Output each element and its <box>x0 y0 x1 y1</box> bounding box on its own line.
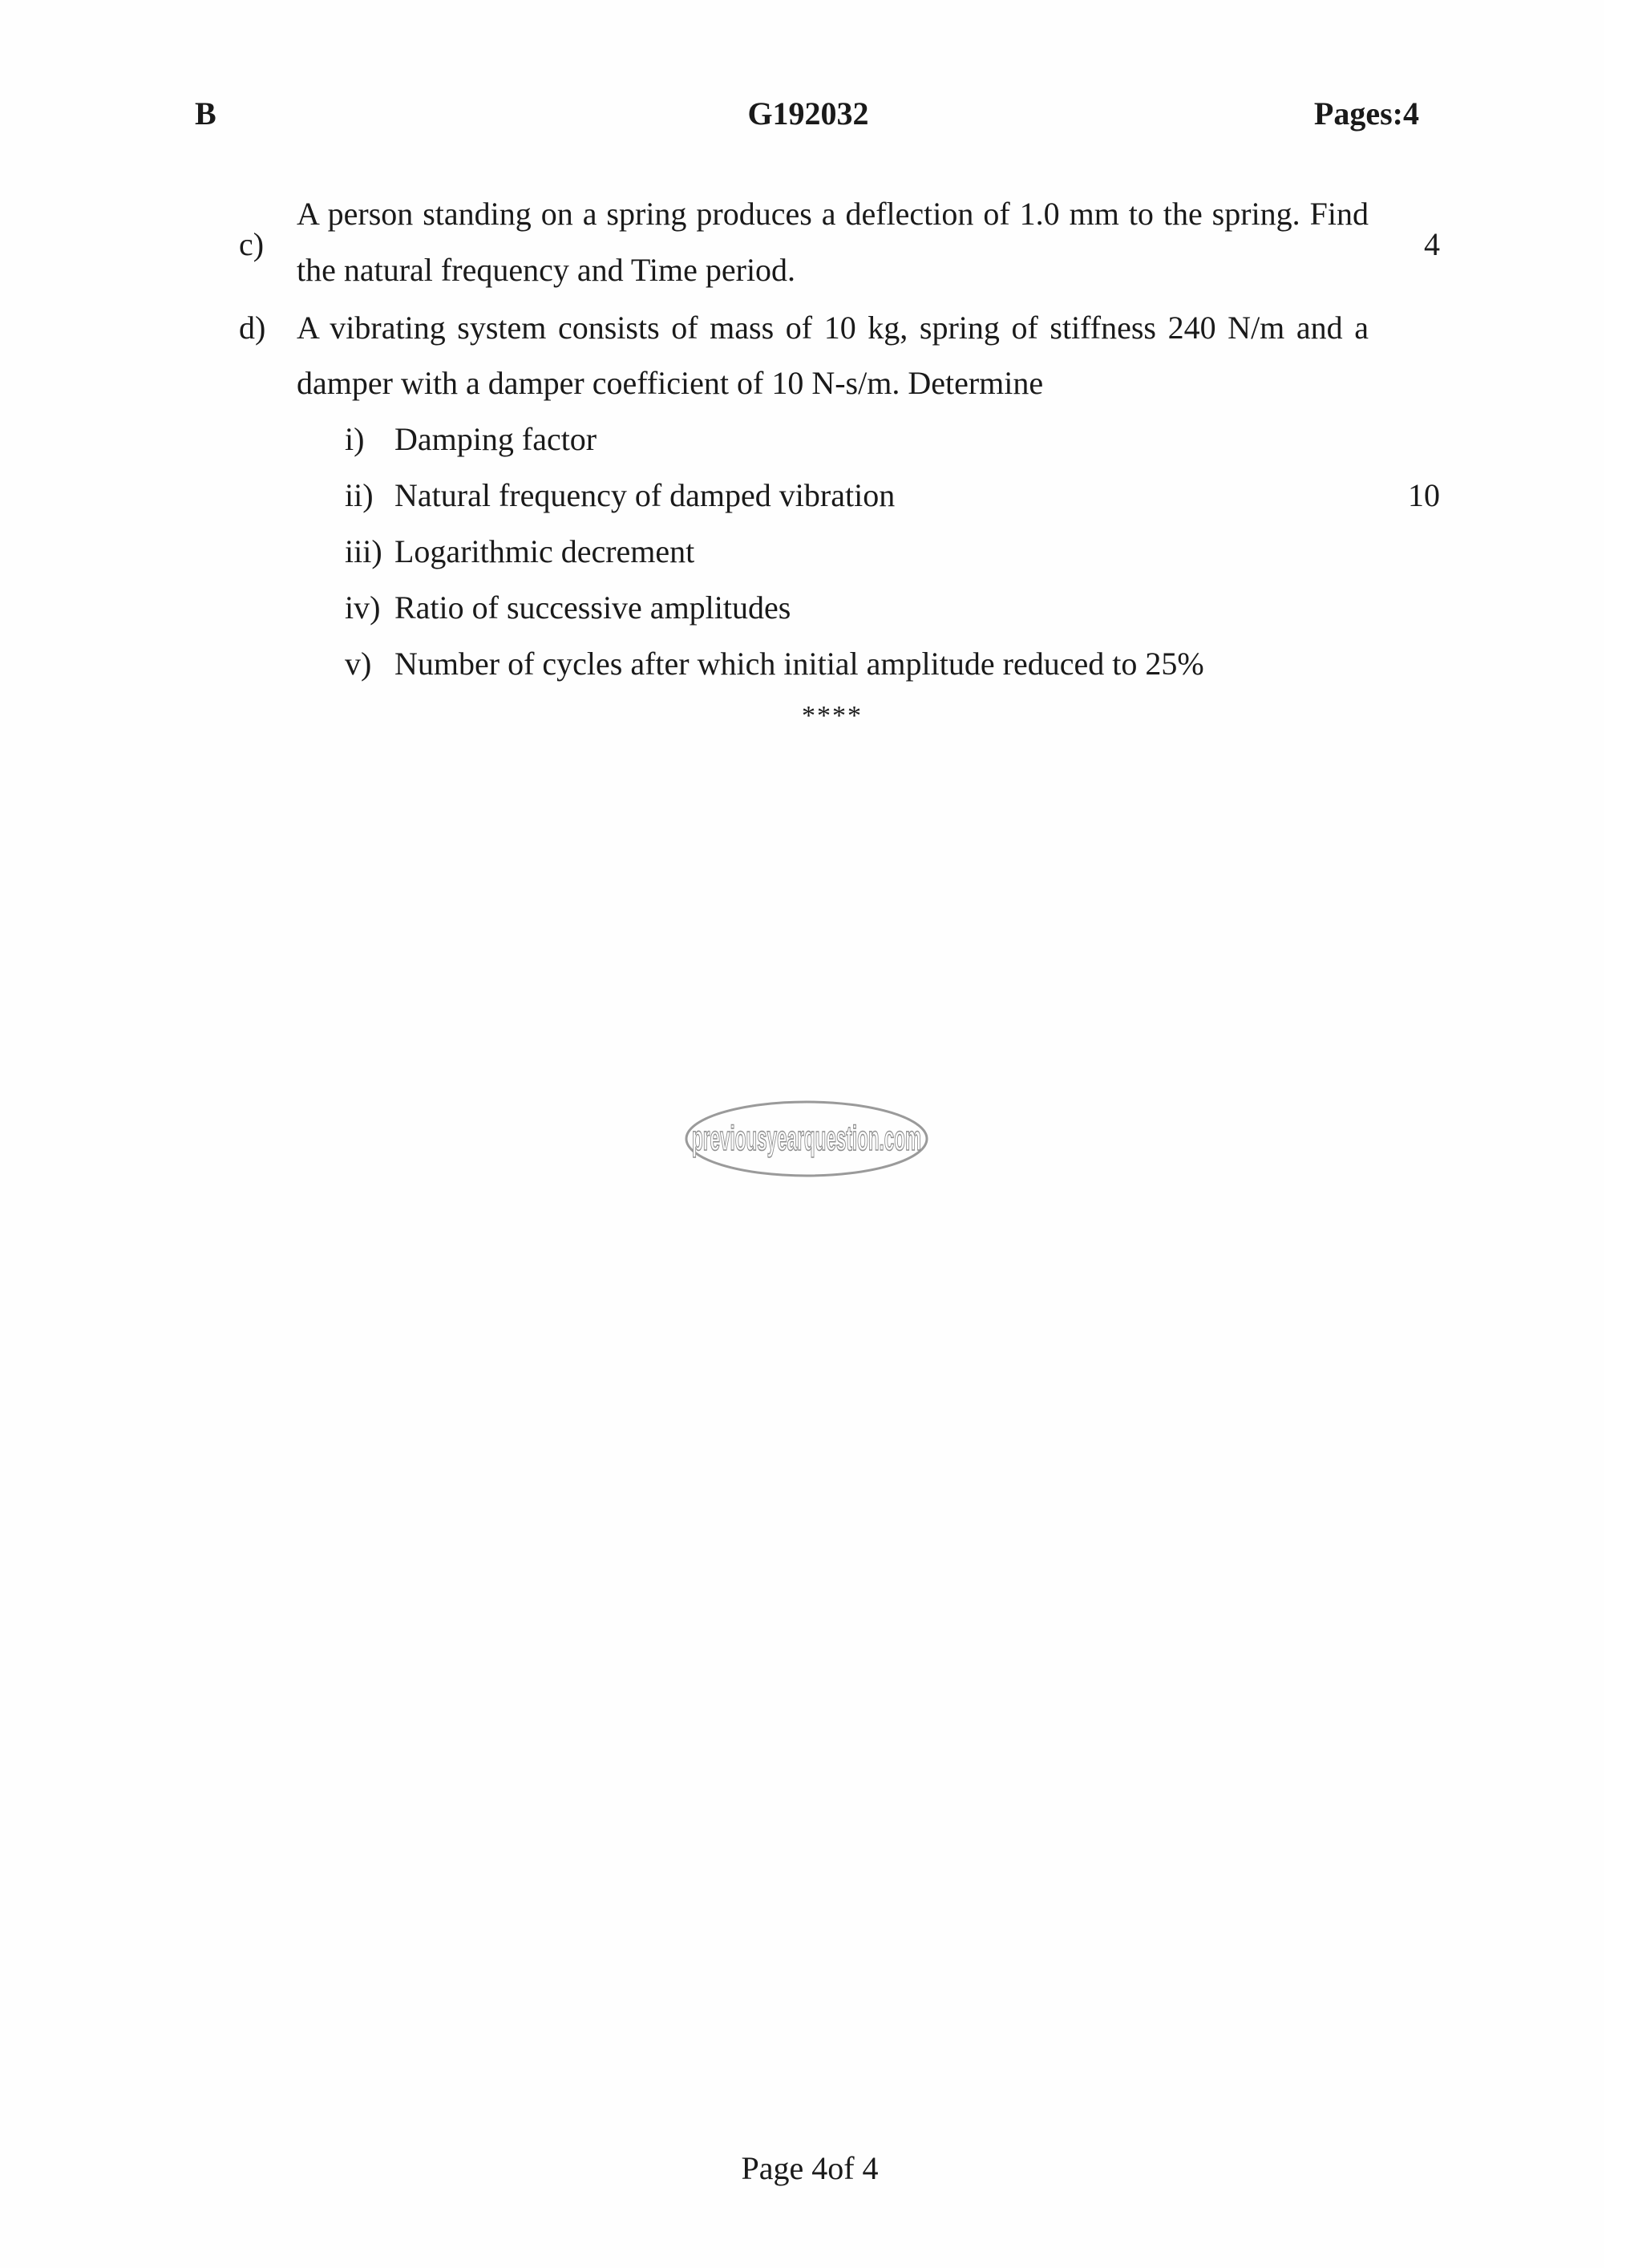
subitem-5-number: v) <box>345 646 372 682</box>
page-count: Pages:4 <box>1313 95 1419 132</box>
paper-set-label: B <box>195 95 216 132</box>
watermark-logo <box>684 1100 929 1178</box>
question-c-marks: 4 <box>1424 226 1440 262</box>
subitem-3-text: Logarithmic decrement <box>394 533 695 569</box>
question-d-label: d) <box>239 310 266 346</box>
subitem-5-text: Number of cycles after which initial amplitude reduced to 25% <box>394 646 1204 682</box>
subitem-1-text: Damping factor <box>394 421 597 457</box>
paper-code: G192032 <box>747 95 869 132</box>
subitem-4-text: Ratio of successive amplitudes <box>394 589 791 626</box>
question-c-line-2: the natural frequency and Time period. <box>297 252 796 288</box>
question-d-line-1: A vibrating system consists of mass of 10 kg, spring of stiffness 240 N/m and a <box>297 310 1369 346</box>
subitem-4-number: iv) <box>345 589 381 626</box>
svg-text:previousyearquestion.com: previousyearquestion.com <box>692 1119 921 1158</box>
subitem-3-number: iii) <box>345 533 382 569</box>
end-of-paper-mark: **** <box>802 701 863 731</box>
page-footer: Page 4of 4 <box>741 2150 879 2186</box>
question-c-line-1: A person standing on a spring produces a deflection of 1.0 mm to the spring. Find <box>297 196 1369 232</box>
subitem-1-number: i) <box>345 421 365 457</box>
subitem-2-text: Natural frequency of damped vibration <box>394 477 896 513</box>
question-d-marks: 10 <box>1408 477 1440 513</box>
question-d-line-2: damper with a damper coefficient of 10 N-s/m. Determine <box>297 365 1044 401</box>
subitem-2-number: ii) <box>345 477 374 513</box>
question-c-label: c) <box>239 226 265 262</box>
